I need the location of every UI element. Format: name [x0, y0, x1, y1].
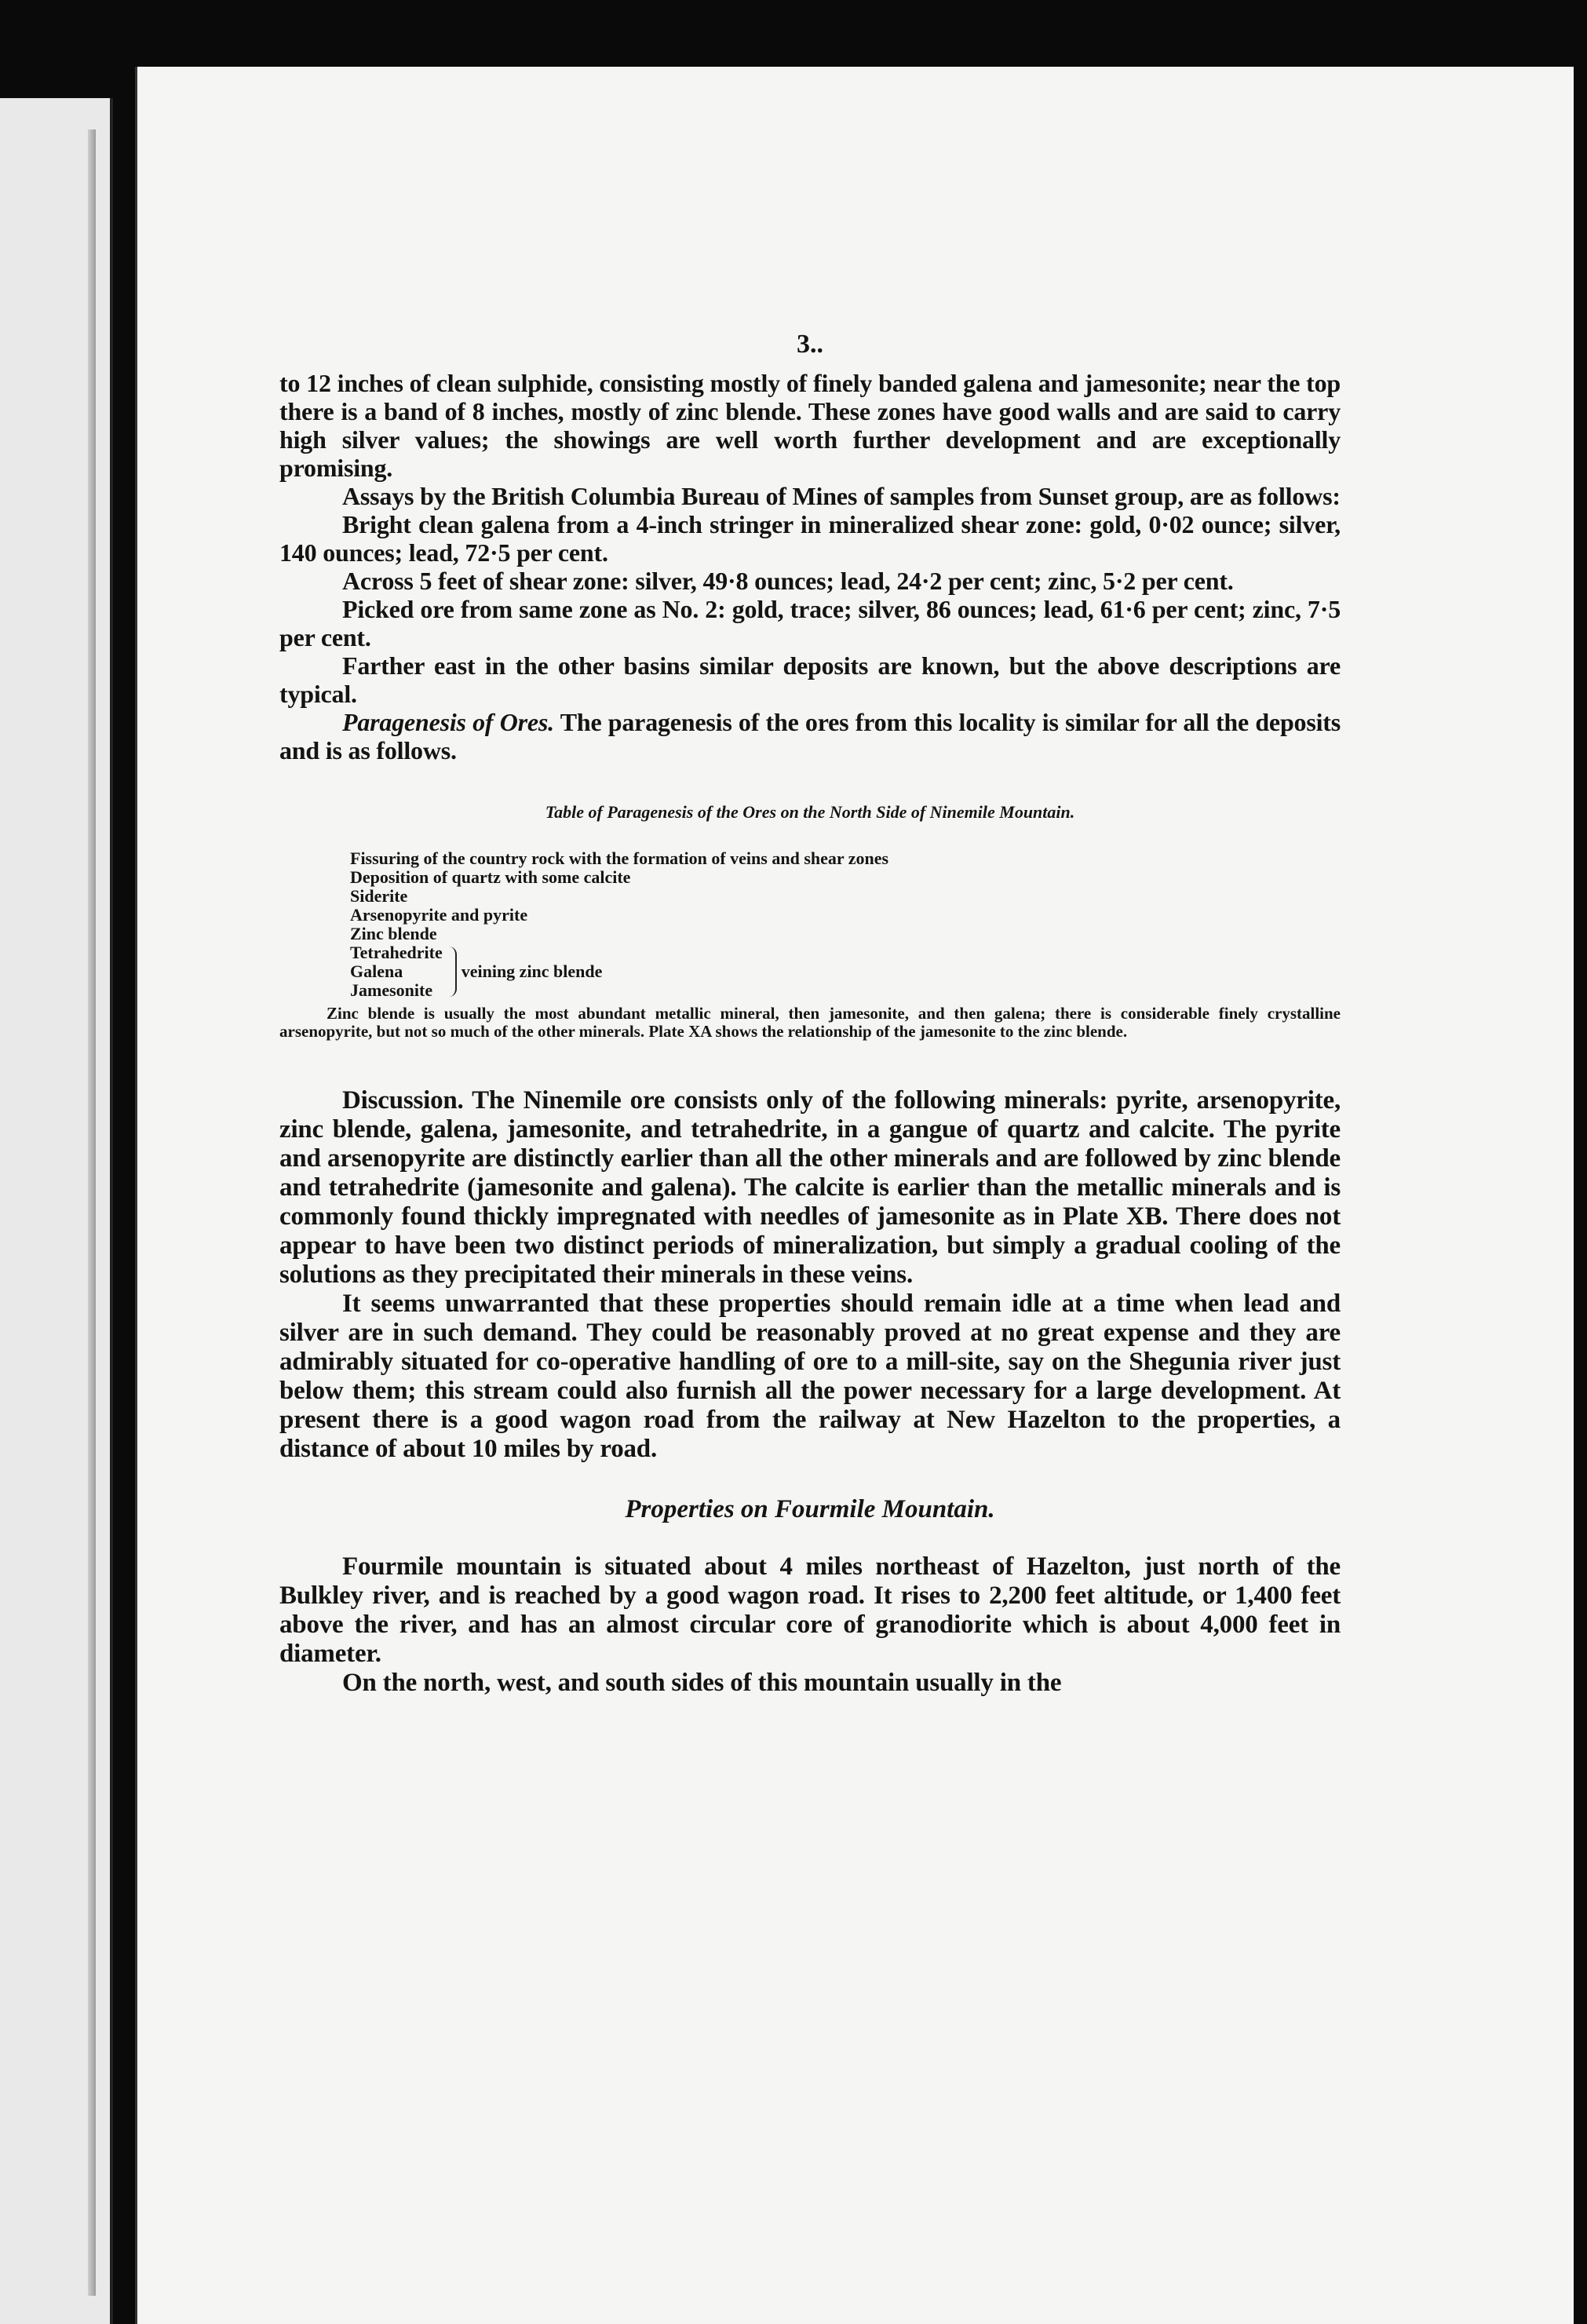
table-row: Deposition of quartz with some calcite: [350, 867, 631, 887]
paragraph-assay-2: Across 5 feet of shear zone: silver, 49·8 ounces; lead, 24·2 per cent; zinc, 5·2 per cent.: [342, 567, 1234, 595]
paragraph-unwarranted: It seems unwarranted that these properties should remain idle at a time when lead and silver are in such demand. They could be reasonably proved at no great expense and they are admirably situated for co-operative handling of ore to a mill-site, say on the Shegunia river just below them; this stream could also furnish all the power necessary for a large development. At present there is a good wagon road from the railway at New Hazelton to the properties, a distance of about 10 miles by road.: [279, 1290, 1341, 1463]
table-row: Galena: [350, 961, 403, 981]
page-number: 3..: [797, 330, 823, 359]
page-fold-shadow: [88, 130, 96, 2296]
table-row: Tetrahedrite: [350, 943, 443, 962]
bracket-items: [350, 943, 443, 1000]
paragraph-north-west-south: On the north, west, and south sides of this mountain usually in the: [342, 1669, 1062, 1697]
paragenesis-text: The paragenesis of the ores from this locality is similar for all the deposits and is as follows.: [279, 708, 1341, 764]
paragraph-assay-3: Picked ore from same zone as No. 2: gold, trace; silver, 86 ounces; lead, 61·6 per cent; zinc, 7·5 per cent.: [279, 595, 1341, 651]
table-row: Siderite: [350, 886, 408, 906]
table-row: Jamesonite: [350, 980, 433, 1000]
paragraph-paragenesis: [279, 708, 1341, 764]
paragraph-continuation: to 12 inches of clean sulphide, consisting mostly of finely banded galena and jamesonite; near the top there is a band of 8 inches, mostly of zinc blende. These zones have good walls and are said to carry high silver values; the showings are well worth further development and are exceptionally promising.: [279, 369, 1341, 482]
table-row: Arsenopyrite and pyrite: [350, 905, 528, 925]
left-page-edge: [0, 98, 113, 2324]
section-heading: Properties on Fourmile Mountain.: [625, 1495, 995, 1523]
paragenesis-label: Paragenesis of Ores.: [342, 708, 554, 736]
fourmile-section: [279, 1552, 1341, 1698]
bracket-label: veining zinc blende: [461, 961, 603, 981]
paragraph-farther-east: Farther east in the other basins similar deposits are known, but the above descriptions are typical.: [279, 651, 1341, 708]
brace-icon: [447, 947, 457, 997]
table-row: Zinc blende: [350, 924, 437, 943]
table-row: Fissuring of the country rock with the formation of veins and shear zones: [350, 848, 889, 868]
discussion-section: [279, 1086, 1341, 1464]
paragenesis-table: [350, 849, 1341, 1000]
paragraph-discussion: Discussion. The Ninemile ore consists only of the following minerals: pyrite, arsenopyrite, zinc blende, galena, jamesonite, and tetrahedrite, in a gangue of quartz and calcite. The pyrite and arsenopyrite are distinctly earlier than all the other minerals and are followed by zinc blende and tetrahedrite (jamesonite and galena). The calcite is earlier than the metallic minerals and is commonly found thickly impregnated with needles of jamesonite as in Plate XB. There does not appear to have been two distinct periods of mineralization, but simply a gradual cooling of the solutions as they precipitated their minerals in these veins.: [279, 1086, 1341, 1289]
paragraph-assays-intro: Assays by the British Columbia Bureau of Mines of samples from Sunset group, are as follows:: [342, 482, 1341, 510]
table-note: Zinc blende is usually the most abundant metallic mineral, then jamesonite, and then galena; there is considerable finely crystalline arsenopyrite, but not so much of the other minerals. Plate XA shows the relationship of the jamesonite to the zinc blende.: [279, 1004, 1341, 1041]
table-title: Table of Paragenesis of the Ores on the North Side of Ninemile Mountain.: [545, 802, 1075, 822]
bracket-group: [350, 943, 1341, 1000]
page-body: [279, 369, 1341, 1698]
paragraph-assay-1: Bright clean galena from a 4-inch stringer in mineralized shear zone: gold, 0·02 ounce; silver, 140 ounces; lead, 72·5 per cent.: [279, 510, 1341, 567]
paragraph-fourmile: Fourmile mountain is situated about 4 miles northeast of Hazelton, just north of the Bulkley river, and is reached by a good wagon road. It rises to 2,200 feet altitude, or 1,400 feet above the river, and has an almost circular core of granodiorite which is about 4,000 feet in diameter.: [279, 1552, 1341, 1668]
